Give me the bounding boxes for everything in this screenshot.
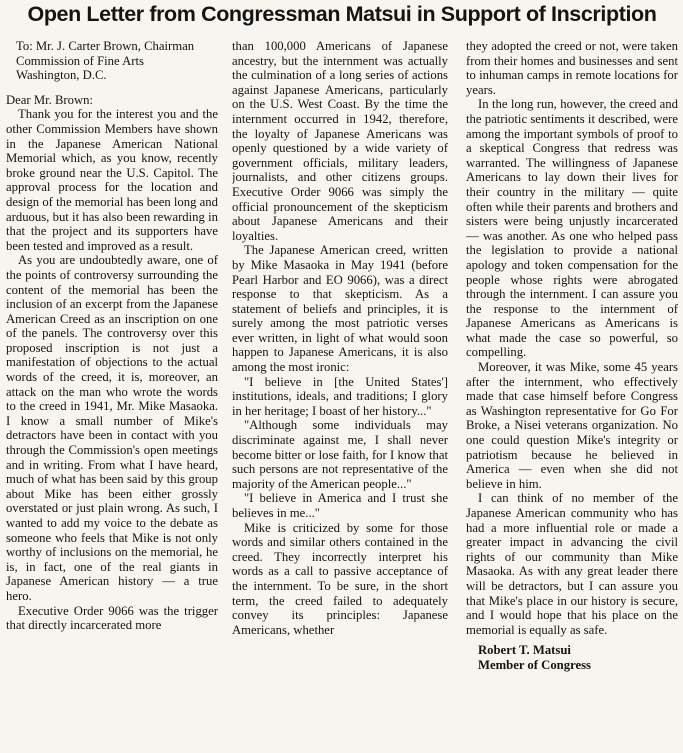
quote-paragraph: "Although some individuals may discriminate against me, I shall never become bitter or lose faith, for I know that such persons are not representative of the majority of the American people..." [232,418,448,491]
address-line: Commission of Fine Arts [16,53,144,68]
paragraph: Mike is criticized by some for those words and similar others contained in the creed. They incorrectly interpret his words as a call to passive acceptance of the internment. To be sure, in the short term, the creed failed to adequately convey its principles: Japanese Americans, whether [232,520,448,637]
signature-block [478,643,678,672]
address-block [16,39,218,83]
signature-name: Robert T. Matsui [478,643,571,658]
paragraph: Moreover, it was Mike, some 45 years after the internment, who effectively made that case himself before Congress as Washington representative for Go For Broke, a Nisei veterans organization. No one could question Mike's integrity or patriotism because he believed in America — even when she did not believe in him. [466,360,678,491]
headline: Open Letter from Congressman Matsui in Support of Inscription [27,2,657,26]
column-3 [466,39,678,749]
address-line: Washington, D.C. [16,68,107,83]
salutation: Dear Mr. Brown: [6,92,94,107]
quote-paragraph: "I believe in [the United States'] institutions, ideals, and traditions; I glory in her heritage; I boast of her history..." [232,374,448,418]
column-1 [6,39,218,749]
quote-paragraph: "I believe in America and I trust she believes in me..." [232,491,448,520]
paragraph: than 100,000 Americans of Japanese ancestry, but the internment was actually the culmination of a long series of actions against Japanese Americans, particularly on the U.S. West Coast. By the time the internment occurred in 1942, therefore, the loyalty of Japanese Americans was openly questioned by a wide variety of government officials, military leaders, journalists, and other citizens groups. Executive Order 9066 was simply the official pronouncement of the skepticism about Japanese Americans and their loyalties. [232,39,448,243]
paragraph: In the long run, however, the creed and the patriotic sentiments it described, were among the important symbols of proof to a skeptical Congress that redress was warranted. The willingness of Japanese Americans to lay down their lives for their country in the military — quite often while their parents and brothers and sisters were being unjustly incarcerated — was another. As one who helped pass the legislation to provide a national apology and token compensation for the people whose rights were abrogated through the internment. I can assure you the response to the internment of Japanese Americans as Americans is what made the case so powerful, so compelling. [466,97,678,360]
column-2 [232,39,448,749]
paragraph: Thank you for the interest you and the other Commission Members have shown in the Japanese American National Memorial which, as you know, recently broke ground near the U.S. Capitol. The approval process for the location and design of the memorial has been long and arduous, but it has also been rewarding in that the project and its supporters have been tested and improved as a result. [6,107,218,253]
paragraph: I can think of no member of the Japanese American community who has had a more influential role or made a greater impact in advancing the civil rights of our community than Mike Masaoka. As with any great leader there will be detractors, but I can assure you that Mike's place in our history is secure, and I would hope that his place on the memorial is equally as safe. [466,491,678,637]
paragraph: As you are undoubtedly aware, one of the points of controversy surrounding the content of the memorial has been the inclusion of an excerpt from the Japanese American Creed as an inscription on one of the panels. The controversy over this proposed inscription is not just a manifestation of objections to the actual words of the creed, it is, moreover, an attack on the man who wrote the words to the creed in 1941, Mr. Mike Masaoka. I know a small number of Mike's detractors have been in contact with you through the Commission's open meetings and in writing. From what I have heard, much of what has been said by this group about Mike has been either grossly overstated or just plain wrong. As such, I wanted to add my voice to the debate as someone who feels that Mike is not only worthy of inclusions on the memorial, he is, in fact, one of the real giants in Japanese American history — a true hero. [6,253,218,603]
paragraph: Executive Order 9066 was the trigger that directly incarcerated more [6,603,218,633]
address-line: To: Mr. J. Carter Brown, Chairman [16,39,195,53]
paragraph: The Japanese American creed, written by Mike Masaoka in May 1941 (before Pearl Harbor and EO 9066), was a direct response to that skepticism. As a statement of beliefs and principles, it is surely among the most patriotic verses ever written, in light of what would soon happen to Japanese Americans, it is also among the most ironic: [232,243,448,375]
signature-title: Member of Congress [478,657,591,672]
paragraph: they adopted the creed or not, were taken from their homes and businesses and sent to inhuman camps in remote locations for years. [466,39,678,97]
